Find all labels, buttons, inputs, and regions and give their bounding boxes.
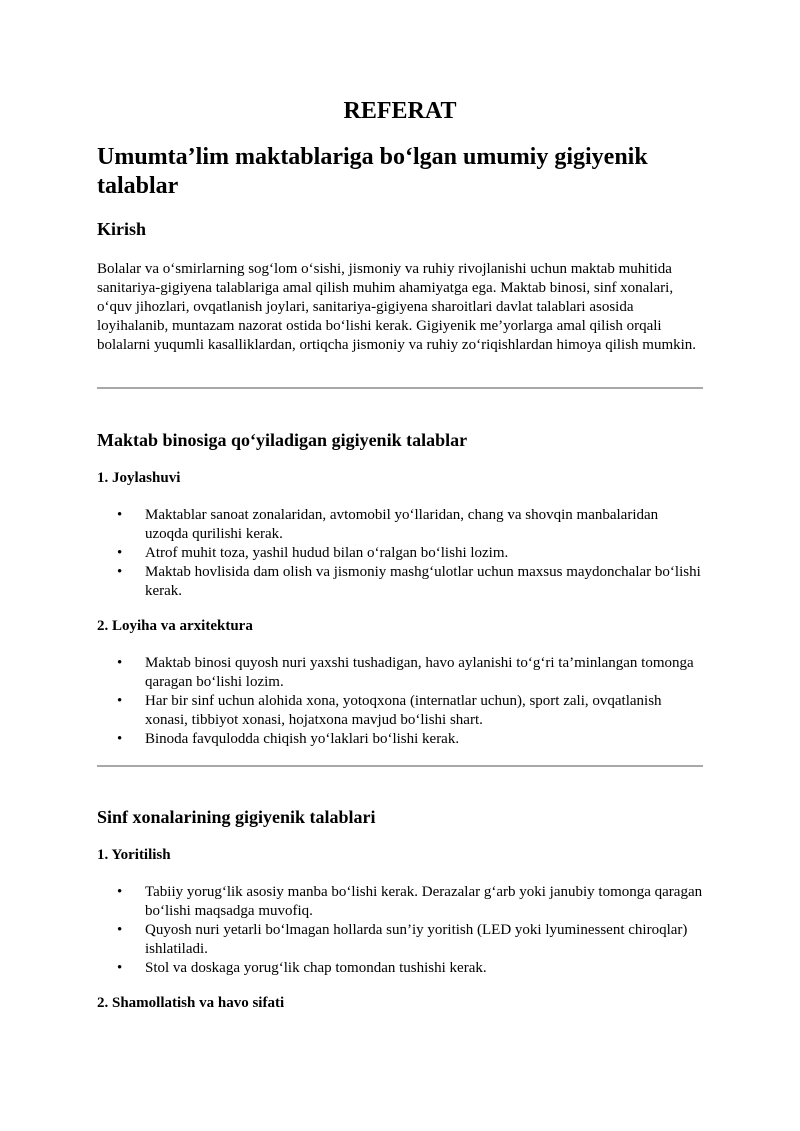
bullet-icon: •	[117, 731, 123, 747]
list-item-text: Atrof muhit toza, yashil hudud bilan o‘ralgan bo‘lishi lozim.	[145, 545, 509, 561]
bullet-icon: •	[117, 564, 123, 580]
bullet-icon: •	[117, 693, 123, 709]
section-divider	[97, 387, 703, 389]
section1-sub2-list	[97, 654, 703, 749]
list-item-text: Maktab hovlisida dam olish va jismoniy mashg‘ulotlar uchun maxsus maydonchalar bo‘lishi kerak.	[145, 564, 701, 599]
list-item-text: Har bir sinf uchun alohida xona, yotoqxona (internatlar uchun), sport zali, ovqatlanish xonasi, tibbiyot xonasi, hojatxona mavjud bo‘lishi shart.	[145, 693, 662, 728]
list-item	[97, 692, 703, 730]
bullet-icon: •	[117, 545, 123, 561]
bullet-icon: •	[117, 922, 123, 938]
section2-sub1-heading: 1. Yoritilish	[97, 847, 171, 863]
list-item-text: Stol va doskaga yorug‘lik chap tomondan tushishi kerak.	[145, 960, 487, 976]
list-item	[97, 883, 703, 921]
section-divider	[97, 765, 703, 767]
section2-sub1-list	[97, 883, 703, 978]
main-title: Umumta’lim maktablariga bo‘lgan umumiy gigiyenik talablar	[97, 144, 648, 199]
list-item	[97, 563, 703, 601]
list-item-text: Tabiiy yorug‘lik asosiy manba bo‘lishi kerak. Derazalar g‘arb yoki janubiy tomonga qaragan bo‘lishi maqsadga muvofiq.	[145, 884, 703, 919]
list-item	[97, 959, 703, 978]
bullet-icon: •	[117, 960, 123, 976]
list-item	[97, 506, 703, 544]
intro-paragraph: Bolalar va o‘smirlarning sog‘lom o‘sishi, jismoniy va ruhiy rivojlanishi uchun maktab muhitida sanitariya-gigiyena talablariga amal qilish muhim ahamiyatga ega. Maktab binosi, sinf xonalari, o‘quv jihozlari, ovqatlanish joylari, sanitariya-gigiyena sharoitlari davlat talablari asosida loyihalanib, muntazam nazorat ostida bo‘lishi kerak. Gigiyenik me’yorlarga amal qilish orqali bolalarni yuqumli kasalliklardan, ortiqcha jismoniy va ruhiy zo‘riqishlardan himoya qilish mumkin.	[97, 261, 697, 353]
section1-sub2-heading: 2. Loyiha va arxitektura	[97, 618, 253, 634]
document-title: REFERAT	[343, 98, 457, 124]
list-item	[97, 654, 703, 692]
bullet-icon: •	[117, 655, 123, 671]
bullet-icon: •	[117, 884, 123, 900]
list-item	[97, 544, 703, 563]
list-item-text: Quyosh nuri yetarli bo‘lmagan hollarda sun’iy yoritish (LED yoki lyuminessent chiroqlar) ishlatiladi.	[145, 922, 688, 957]
bullet-icon: •	[117, 507, 123, 523]
section2-heading: Sinf xonalarining gigiyenik talablari	[97, 807, 376, 827]
section1-sub1-list	[97, 506, 703, 601]
intro-heading: Kirish	[97, 219, 147, 239]
section1-heading: Maktab binosiga qo‘yiladigan gigiyenik talablar	[97, 430, 468, 450]
list-item-text: Maktab binosi quyosh nuri yaxshi tushadigan, havo aylanishi to‘g‘ri ta’minlangan tomonga qaragan bo‘lishi lozim.	[145, 655, 694, 690]
list-item	[97, 921, 703, 959]
list-item-text: Maktablar sanoat zonalaridan, avtomobil yo‘llaridan, chang va shovqin manbalaridan uzoqda qurilishi kerak.	[145, 507, 659, 542]
section1-sub1-heading: 1. Joylashuvi	[97, 470, 181, 486]
list-item-text: Binoda favqulodda chiqish yo‘laklari bo‘lishi kerak.	[145, 731, 460, 747]
section2-sub2-heading: 2. Shamollatish va havo sifati	[97, 995, 285, 1011]
list-item	[97, 730, 703, 749]
